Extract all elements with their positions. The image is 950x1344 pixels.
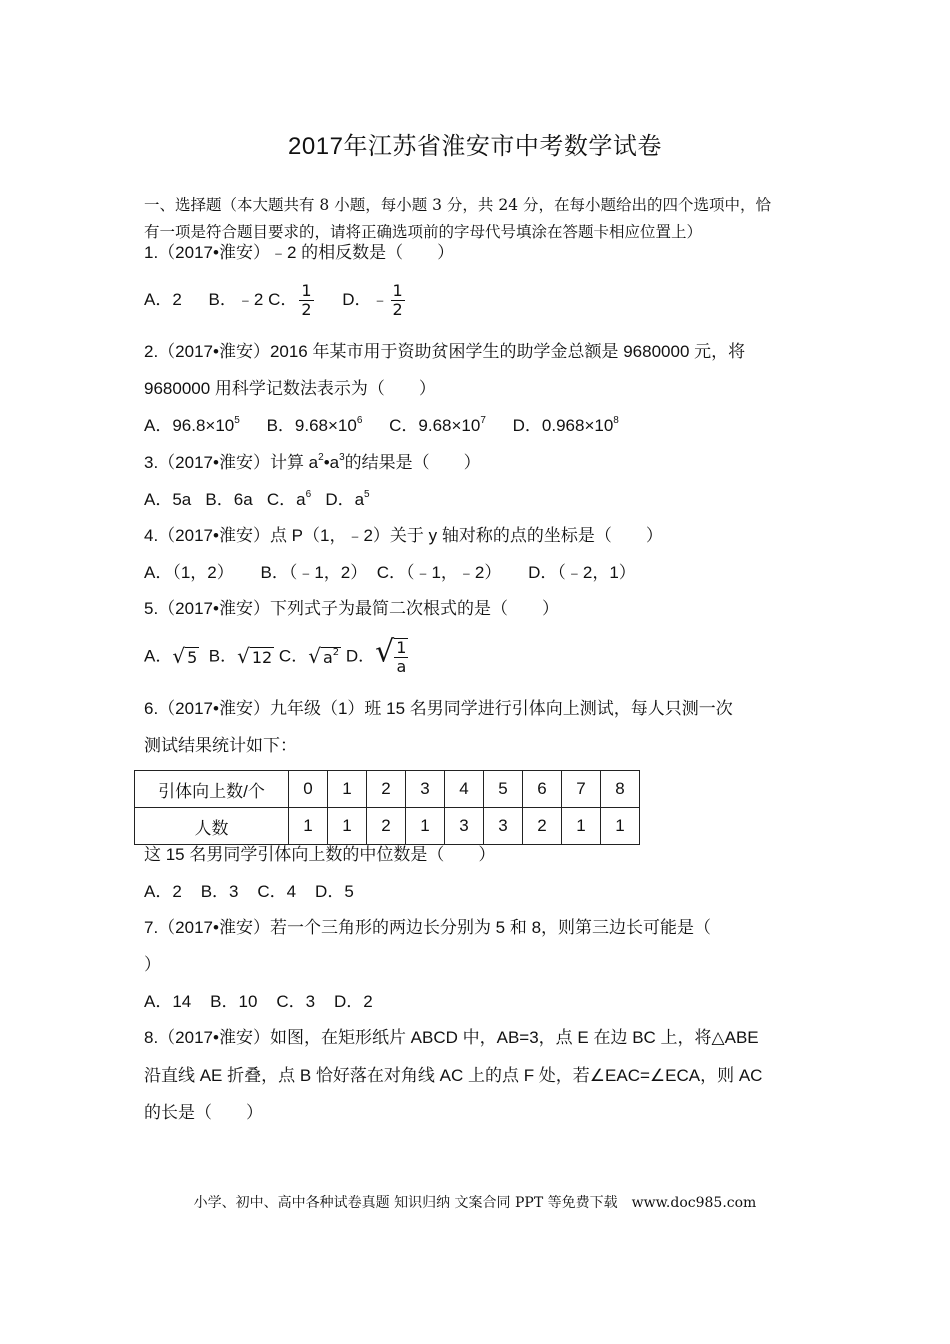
q3-option-b: B．6a [205, 490, 253, 509]
q2-option-c: C．$9.68\times 10^7$ [389, 415, 486, 435]
q2-option-d: D．$0.968\times 10^8$ [512, 415, 619, 435]
table-cell: 6 [523, 771, 562, 808]
q5-option-c-radical: √ $a^2$ [308, 644, 340, 668]
q5-option-a-label: A． [144, 646, 173, 666]
q1-option-b: B．﹣2 [208, 289, 264, 309]
table-cell: 1 [601, 808, 640, 845]
q5-options [144, 634, 408, 676]
q6-option-a: A．2 [144, 882, 182, 901]
q4-options [144, 563, 636, 583]
table-cell: 2 [367, 771, 406, 808]
section-intro-line1: 一、选择题（本大题共有 8 小题，每小题 3 分，共 24 分，在每小题给出的四个选项中，恰 [144, 196, 772, 214]
q7-option-d: D．2 [333, 992, 373, 1011]
q4-option-b: B．（﹣1，2） [260, 563, 368, 582]
table-cell: 3 [406, 771, 445, 808]
q1-option-a: A．2 [144, 289, 182, 309]
table-header-pullups: 引体向上数/个 [135, 771, 289, 808]
q3-options [144, 490, 370, 510]
q6-stem-line2: 测试结果统计如下： [144, 736, 297, 755]
q5-option-c-label: C． [278, 646, 309, 666]
q1-options [144, 282, 407, 319]
q2-option-b: B．$9.68\times 10^6$ [266, 415, 363, 435]
table-cell: 2 [523, 808, 562, 845]
table-cell: 3 [445, 808, 484, 845]
q4-stem: 4.（2017•淮安）点 P（1，﹣2）关于 y 轴对称的点的坐标是（ ） [144, 526, 663, 545]
table-cell: 1 [406, 808, 445, 845]
table-header-count: 人数 [135, 808, 289, 845]
q7-stem-line2: ） [144, 955, 161, 974]
q6-option-d: D．5 [315, 882, 354, 901]
q5-option-b-label: B． [208, 646, 238, 666]
q8-stem-line2: 沿直线 AE 折叠，点 B 恰好落在对角线 AC 上的点 F 处，若∠EAC=∠ECA，则 AC [144, 1066, 763, 1085]
table-cell: 1 [328, 771, 367, 808]
q7-stem-line1: 7.（2017•淮安）若一个三角形的两边长分别为 5 和 8，则第三边长可能是（ [144, 918, 712, 937]
q5-stem: 5.（2017•淮安）下列式子为最简二次根式的是（ ） [144, 599, 559, 618]
table-cell: 5 [484, 771, 523, 808]
q8-stem-line1: 8.（2017•淮安）如图，在矩形纸片 ABCD 中，AB=3，点 E 在边 BC 上，将△ABE [144, 1028, 759, 1047]
section-intro-line2: 有一项是符合题目要求的，请将正确选项前的字母代号填涂在答题卡相应位置上） [144, 223, 703, 241]
q4-option-c: C．（﹣1，﹣2） [376, 563, 502, 582]
q6-question: 这 15 名男同学引体向上数的中位数是（ ） [144, 845, 496, 864]
q5-option-d-label: D． [345, 646, 376, 666]
pullup-stats-table [134, 770, 640, 845]
table-cell: 1 [328, 808, 367, 845]
q2-options [144, 416, 619, 436]
q2-option-a: A．$96.8\times 10^5$ [144, 415, 240, 435]
q2-stem-line2: 9680000 用科学记数法表示为（ ） [144, 379, 436, 398]
q2-stem-line1: 2.（2017•淮安）2016 年某市用于资助贫困学生的助学金总额是 9680000 元，将 [144, 342, 746, 361]
q1-option-d-label: D．﹣ [342, 289, 389, 309]
table-row [135, 808, 640, 845]
table-cell: 0 [289, 771, 328, 808]
q6-stem-line1: 6.（2017•淮安）九年级（1）班 15 名男同学进行引体向上测试，每人只测一次 [144, 699, 733, 718]
q3-option-a: A．5a [144, 490, 192, 509]
page-title: 2017年江苏省淮安市中考数学试卷 [288, 133, 662, 160]
q4-option-d: D．（﹣2，1） [528, 563, 636, 582]
q7-option-a: A．14 [144, 992, 192, 1011]
q4-option-a: A．（1，2） [144, 563, 234, 582]
table-cell: 1 [562, 808, 601, 845]
q5-option-b-radical: √ 12 [237, 644, 273, 668]
q8-stem-line3: 的长是（ ） [144, 1103, 263, 1122]
table-cell: 7 [562, 771, 601, 808]
q6-option-b: B．3 [200, 882, 239, 901]
footer-text: 小学、初中、高中各种试卷真题 知识归纳 文案合同 PPT 等免费下载 www.doc985.com [193, 1195, 757, 1211]
table-cell: 2 [367, 808, 406, 845]
q1-stem: 1.（2017•淮安）﹣2 的相反数是（ ） [144, 243, 455, 262]
table-cell: 4 [445, 771, 484, 808]
q1-option-c-fraction: $\frac{1}{2}$ [301, 281, 312, 319]
q3-option-c: C．$a^6$ [266, 489, 312, 509]
table-cell: 1 [289, 808, 328, 845]
q1-option-d-fraction: $\frac{1}{2}$ [392, 281, 403, 319]
q6-option-c: C．4 [257, 882, 297, 901]
q3-option-d: D．$a^5$ [325, 489, 370, 509]
table-cell: 3 [484, 808, 523, 845]
q5-option-d-radical: √ $\frac{1}{a}$ [375, 634, 407, 676]
table-row [135, 771, 640, 808]
q7-option-c: C．3 [276, 992, 316, 1011]
q7-options [144, 992, 373, 1012]
q3-stem: 3.（2017•淮安）计算 $a^2•a^3$的结果是（ ） [144, 452, 481, 472]
q6-options [144, 882, 354, 902]
q1-option-c-label: C． [268, 289, 298, 309]
table-cell: 8 [601, 771, 640, 808]
q5-option-a-radical: √ 5 [172, 644, 198, 668]
q7-option-b: B．10 [210, 992, 258, 1011]
